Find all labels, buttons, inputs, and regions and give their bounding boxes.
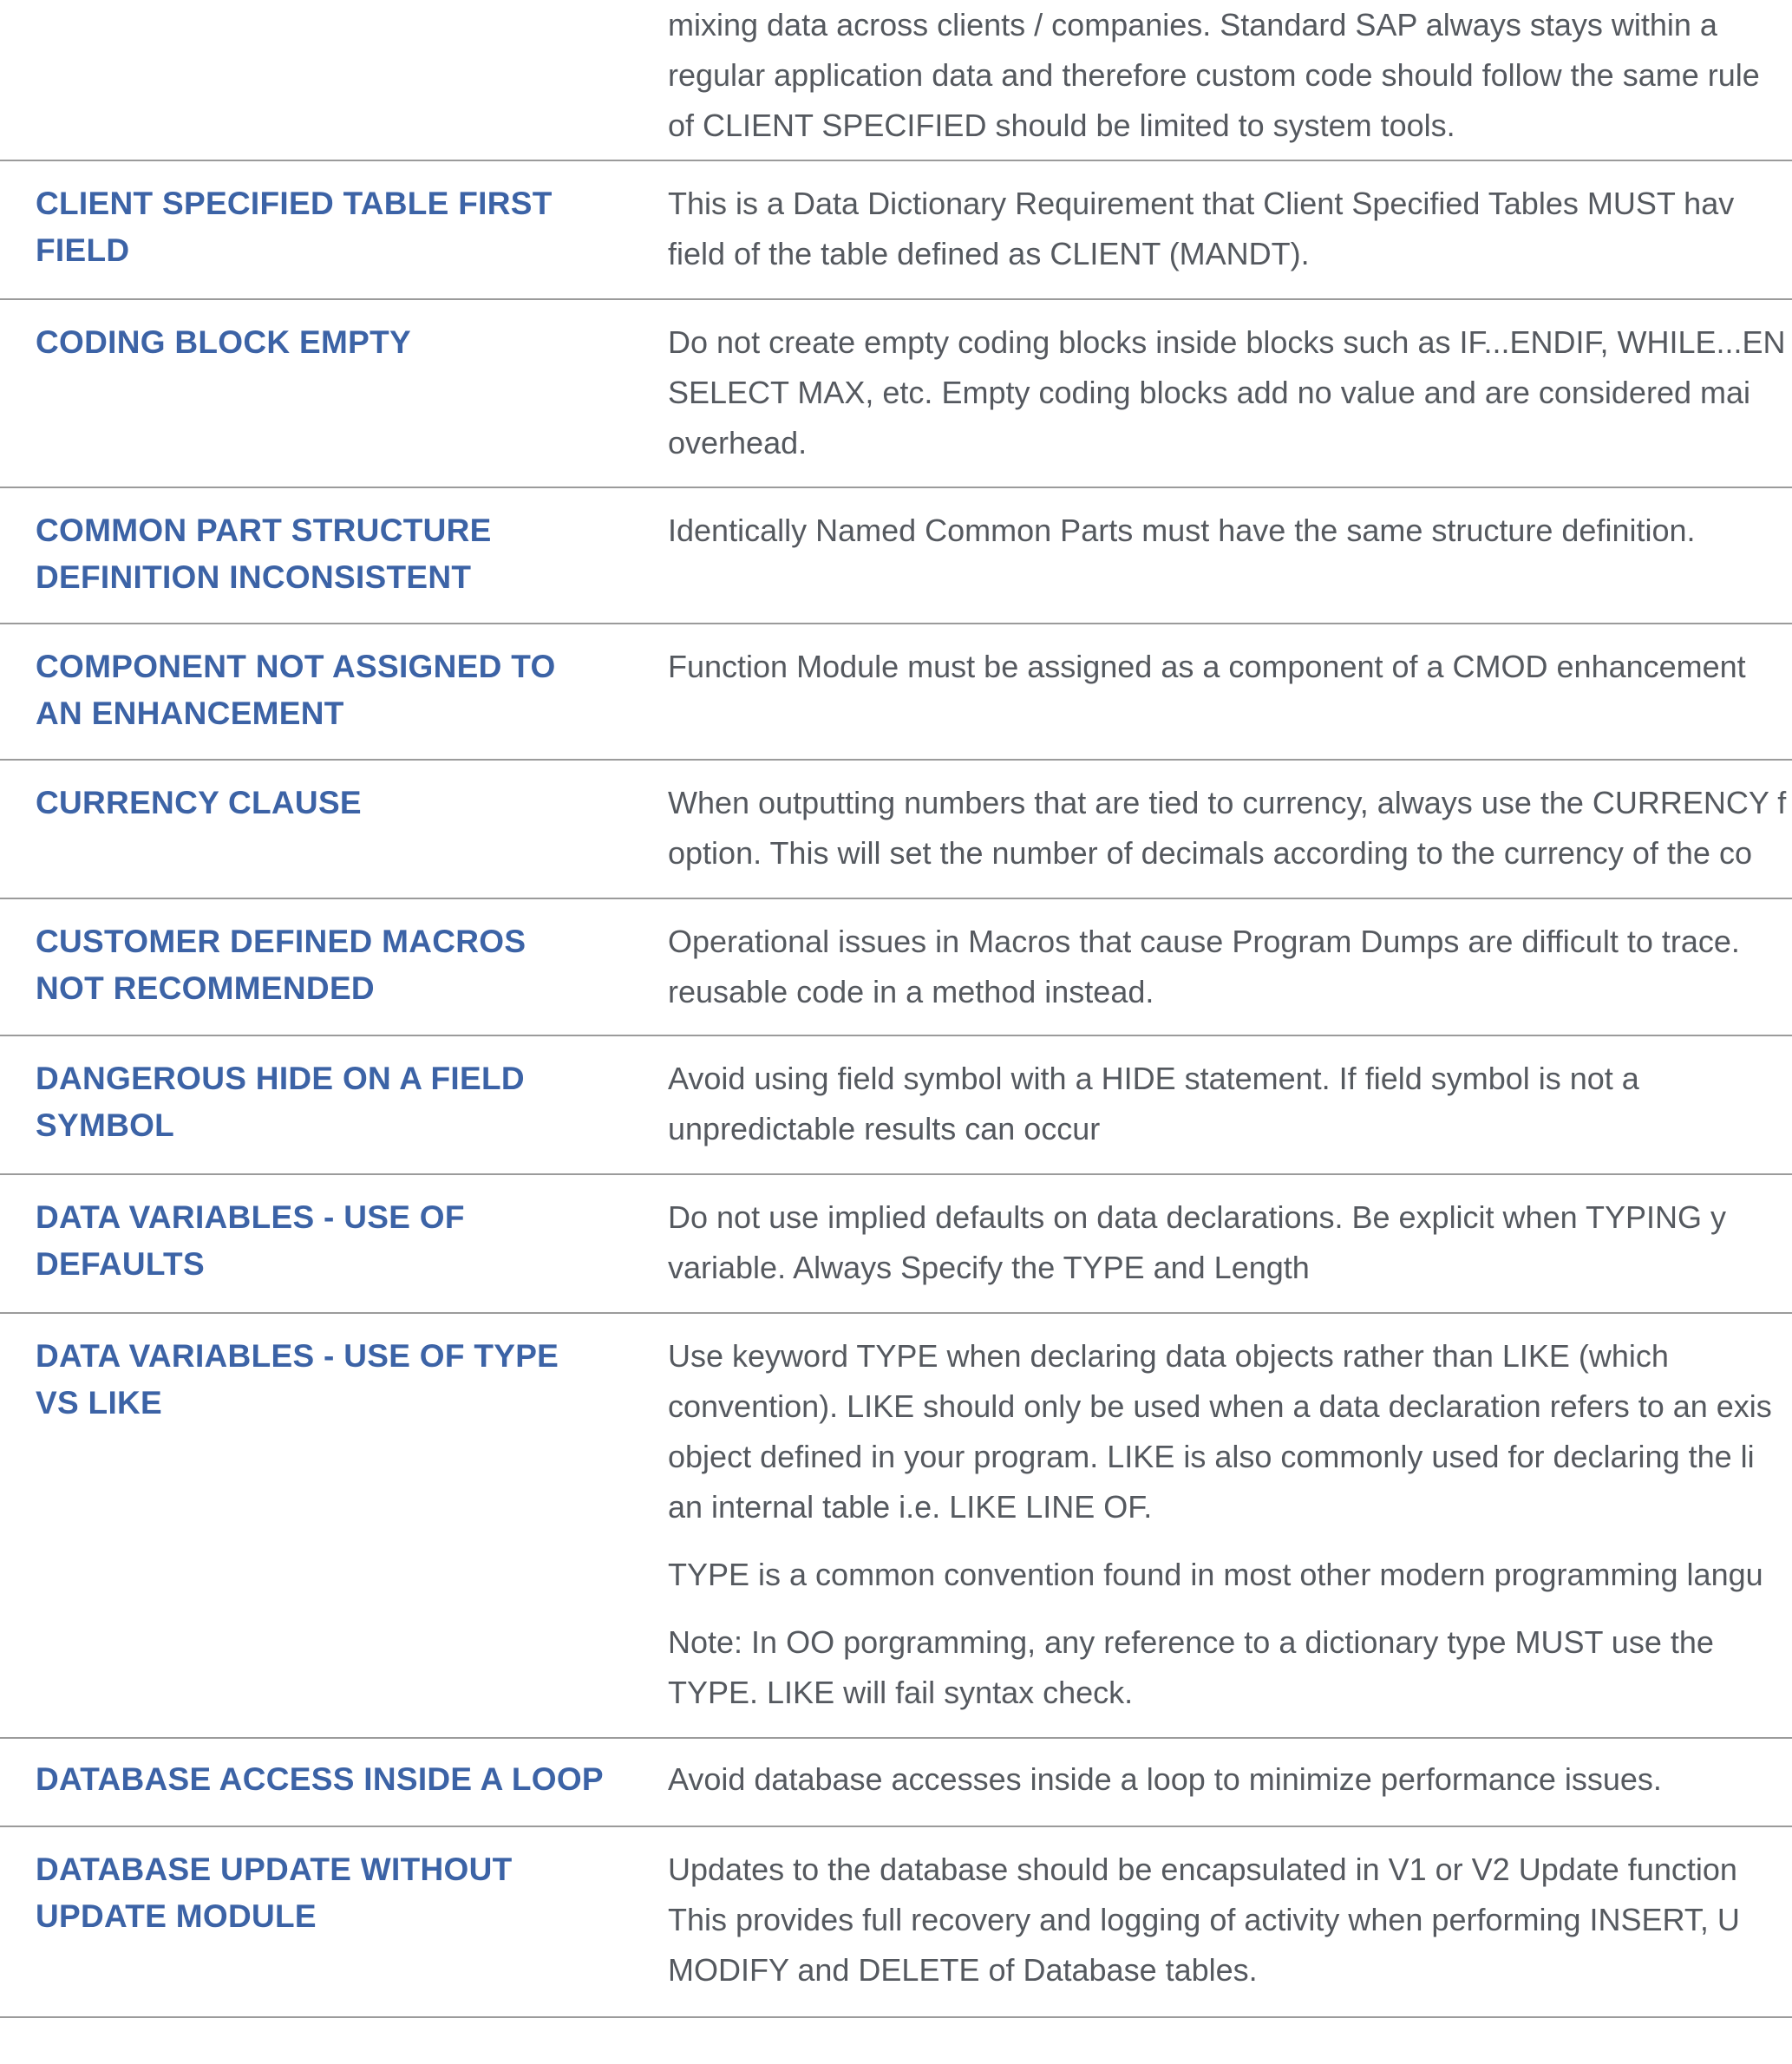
rule-name-line: DATABASE ACCESS INSIDE A LOOP — [36, 1761, 604, 1797]
description-line: Use keyword TYPE when declaring data objects rather than LIKE (which — [668, 1338, 1669, 1374]
rule-name-line: DATA VARIABLES - USE OF TYPE — [36, 1338, 559, 1374]
rule-name-line: DANGEROUS HIDE ON A FIELD — [36, 1061, 525, 1096]
rule-description — [668, 1754, 1792, 1805]
description-line: option. This will set the number of decimals according to the currency of the co — [668, 835, 1752, 871]
paragraph-gap — [668, 1532, 1792, 1550]
description-line: reusable code in a method instead. — [668, 974, 1154, 1009]
rule-name-line: COMPONENT NOT ASSIGNED TO — [36, 649, 556, 684]
rule-name — [36, 643, 625, 737]
description-line: field of the table defined as CLIENT (MANDT). — [668, 236, 1310, 271]
intro-line: of CLIENT SPECIFIED should be limited to system tools. — [668, 108, 1455, 143]
rule-description — [668, 317, 1792, 468]
table-row — [0, 1739, 1792, 1827]
rule-name-line: UPDATE MODULE — [36, 1898, 317, 1934]
description-line: Avoid database accesses inside a loop to minimize performance issues. — [668, 1761, 1662, 1797]
table-row — [0, 761, 1792, 899]
description-line: variable. Always Specify the TYPE and Length — [668, 1250, 1310, 1285]
table-row — [0, 1314, 1792, 1739]
rule-name — [36, 319, 625, 366]
intro-line: regular application data and therefore custom code should follow the same rule — [668, 57, 1760, 93]
intro-paragraph — [668, 0, 1792, 151]
rule-name — [36, 780, 625, 826]
rule-name-line: DEFAULTS — [36, 1246, 205, 1282]
rule-name — [36, 918, 625, 1012]
table-row — [0, 624, 1792, 761]
intro-line: mixing data across clients / companies. Standard SAP always stays within a — [668, 7, 1717, 42]
description-line: TYPE. LIKE will fail syntax check. — [668, 1675, 1134, 1710]
rule-name-line: VS LIKE — [36, 1385, 163, 1421]
rule-name — [36, 1055, 625, 1149]
table-row — [0, 300, 1792, 488]
paragraph-gap — [668, 1600, 1792, 1617]
description-line: convention). LIKE should only be used when a data declaration refers to an exis — [668, 1388, 1772, 1424]
rule-name-line: DATABASE UPDATE WITHOUT — [36, 1852, 513, 1887]
rule-name-line: DEFINITION INCONSISTENT — [36, 559, 472, 595]
description-line: This provides full recovery and logging of activity when performing INSERT, U — [668, 1902, 1740, 1937]
rule-description — [668, 1054, 1792, 1154]
rule-name-line: DATA VARIABLES - USE OF — [36, 1199, 465, 1235]
description-line: overhead. — [668, 425, 808, 460]
description-line: Identically Named Common Parts must have the same structure definition. — [668, 513, 1696, 548]
description-line: Operational issues in Macros that cause Program Dumps are difficult to trace. — [668, 924, 1740, 959]
description-line: Avoid using field symbol with a HIDE statement. If field symbol is not a — [668, 1061, 1639, 1096]
description-line: This is a Data Dictionary Requirement that Client Specified Tables MUST hav — [668, 186, 1735, 221]
rule-name-line: CLIENT SPECIFIED TABLE FIRST — [36, 186, 553, 221]
description-line: MODIFY and DELETE of Database tables. — [668, 1952, 1258, 1988]
table-row — [0, 488, 1792, 624]
rule-name — [36, 180, 625, 274]
rule-description — [668, 1331, 1792, 1718]
rule-description — [668, 1192, 1792, 1293]
rule-description — [668, 917, 1792, 1017]
description-line: Updates to the database should be encapsulated in V1 or V2 Update function — [668, 1852, 1737, 1887]
table-row — [0, 1175, 1792, 1314]
rule-description — [668, 778, 1792, 879]
rule-name-line: SYMBOL — [36, 1107, 175, 1143]
rule-name — [36, 1333, 625, 1427]
description-line: Do not create empty coding blocks inside blocks such as IF...ENDIF, WHILE...EN — [668, 324, 1786, 360]
rule-name — [36, 507, 625, 601]
description-line: Note: In OO porgramming, any reference to a dictionary type MUST use the — [668, 1624, 1714, 1660]
rule-description — [668, 179, 1792, 279]
description-line: unpredictable results can occur — [668, 1111, 1101, 1146]
rule-name — [36, 1194, 625, 1288]
rule-name-line: CUSTOMER DEFINED MACROS — [36, 924, 526, 959]
description-line: SELECT MAX, etc. Empty coding blocks add no value and are considered mai — [668, 375, 1750, 410]
rule-name-line: AN ENHANCEMENT — [36, 696, 344, 731]
rule-name-line: CODING BLOCK EMPTY — [36, 324, 411, 360]
rule-name — [36, 1756, 625, 1803]
description-line: TYPE is a common convention found in most other modern programming langu — [668, 1557, 1763, 1592]
description-line: an internal table i.e. LIKE LINE OF. — [668, 1489, 1153, 1525]
rule-name-line: COMMON PART STRUCTURE — [36, 513, 492, 548]
table-row — [0, 1827, 1792, 2018]
rule-name-line: FIELD — [36, 232, 130, 268]
rule-name — [36, 1846, 625, 1940]
rule-description — [668, 506, 1792, 556]
description-line: object defined in your program. LIKE is also commonly used for declaring the li — [668, 1439, 1755, 1474]
rule-description — [668, 642, 1792, 692]
description-line: Function Module must be assigned as a component of a CMOD enhancement — [668, 649, 1746, 684]
rule-description — [668, 1845, 1792, 1995]
table-row — [0, 1036, 1792, 1175]
rule-name-line: CURRENCY CLAUSE — [36, 785, 362, 820]
description-line: Do not use implied defaults on data declarations. Be explicit when TYPING y — [668, 1199, 1726, 1235]
description-line: When outputting numbers that are tied to currency, always use the CURRENCY f — [668, 785, 1787, 820]
rule-name-line: NOT RECOMMENDED — [36, 970, 375, 1006]
table-row — [0, 161, 1792, 300]
rules-table — [0, 160, 1792, 2018]
table-row — [0, 899, 1792, 1036]
